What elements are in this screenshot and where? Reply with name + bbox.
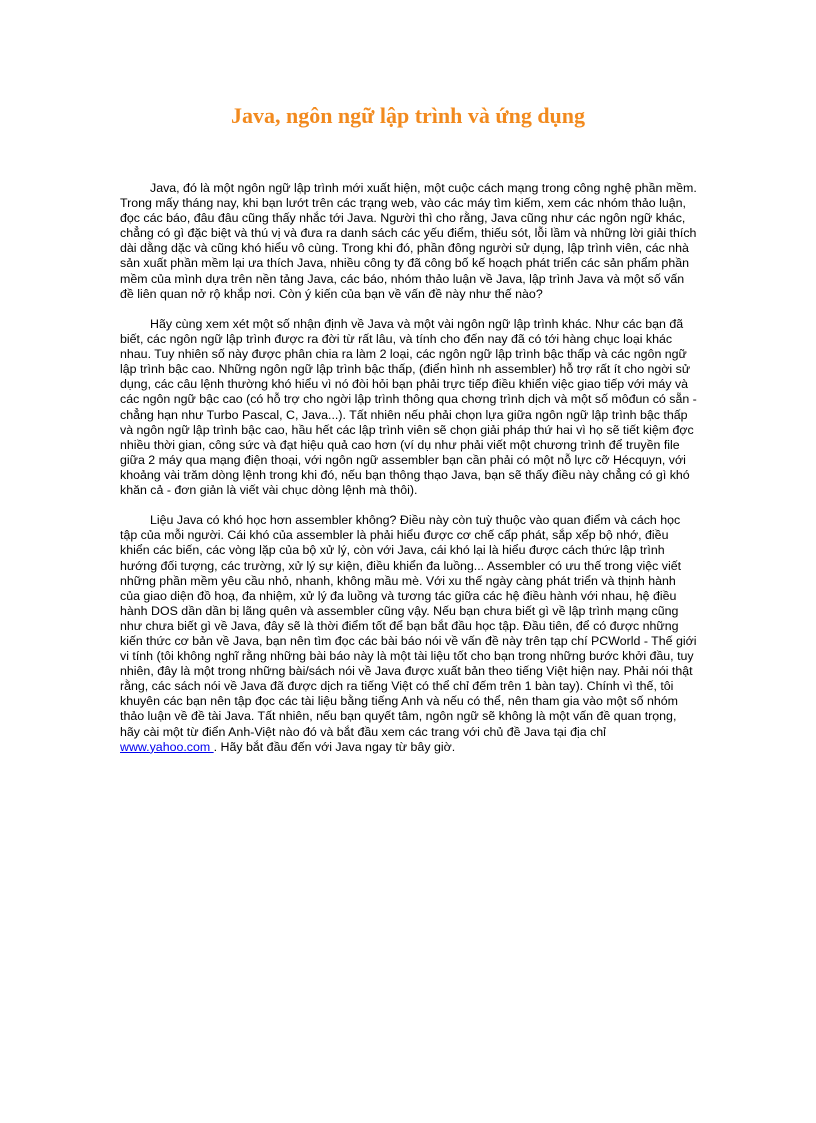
paragraph-1: Java, đó là một ngôn ngữ lập trình mới xuất hiện, một cuộc cách mạng trong công nghệ phần mềm. Trong mấy tháng nay, khi bạn lướt trên các trạng web, vào các máy tìm kiếm, xem các nhóm thảo luận, đọc các báo, đâu đâu cũng thấy nhắc tới Java. Người thì cho rằng, Java cũng như các ngôn ngữ khác, chẳng có gì đặc biệt và thú vị và đưa ra danh sách các yếu điểm, thiếu sót, lỗi lầm và những lời giải thích dài dằng dặc và cũng khó hiểu vô cùng. Trong khi đó, phần đông người sử dụng, lập trình viên, các nhà sản xuất phần mềm lại ưa thích Java, nhiều công ty đã công bố kế hoạch phát triển các sản phẩm phần mềm của mình dựa trên nền tảng Java, các báo, nhóm thảo luận về Java, lập trình Java và một số vấn đề liên quan nở rộ khắp nơi. Còn ý kiến của bạn về vấn đề này như thế nào? bbox=[120, 181, 697, 301]
yahoo-link[interactable]: www.yahoo.com bbox=[120, 739, 214, 754]
paragraph-3-text: Liệu Java có khó học hơn assembler không? Điều này còn tuỳ thuộc vào quan điểm và cách học tập của mỗi người. Cái khó của assembler là phải hiểu được cơ chế cấp phát, sắp xếp bộ nhớ, điều khiển các biến, các vòng lặp của bộ xử lý, còn với Java, cái khó lại là hiểu được cách thức lập trình hướng đối tượng, các trường, xử lý sự kiện, điều khiển đa luồng... Assembler có ưu thế trong việc viết những phần mềm yêu cầu nhỏ, nhanh, không mầu mè. Với xu thế ngày càng phát triển và thịnh hành của giao diện đồ hoạ, đa nhiệm, xử lý đa luồng và tương tác giữa các hệ điều hành với nhau, hệ điều hành DOS dần dần bị lãng quên và assembler cũng vậy. Nếu bạn chưa biết gì về lập trình mạng cũng như chưa biết gì về Java, đây sẽ là thời điểm tốt để bạn bắt đầu học tập. Đầu tiên, để có được những kiến thức cơ bản về Java, bạn nên tìm đọc các bài báo nói về vấn đề này trên tạp chí PCWorld - Thế giới vi tính (tôi không nghĩ rằng những bài báo này là một tài liệu tốt cho bạn trong những bước khởi đầu, tuy nhiên, đây là một trong những bài/sách nói về Java được xuất bản theo tiếng Việt hiện nay. Phải nói thật rằng, các sách nói về Java đã được dịch ra tiếng Việt có thể chỉ đếm trên 1 bàn tay). Chính vì thế, tôi khuyên các bạn nên tập đọc các tài liệu bằng tiếng Anh và nếu có thể, nên tham gia vào một số nhóm thảo luận về đề tài Java. Tất nhiên, nếu bạn quyết tâm, ngôn ngữ sẽ không là một vấn đề quan trọng, hãy cài một từ điển Anh-Việt nào đó và bắt đầu xem các trang với chủ đề Java tại địa chỉ bbox=[120, 513, 697, 739]
paragraph-2: Hãy cùng xem xét một số nhận định về Java và một vài ngôn ngữ lập trình khác. Như các bạn đã biết, các ngôn ngữ lập trình được ra đời từ rất lâu, và tính cho đến nay đã có tới hàng chục loại khác nhau. Tuy nhiên số này được phân chia ra làm 2 loại, các ngôn ngữ lập trình bậc thấp và các ngôn ngữ lập trình bậc cao. Những ngôn ngữ lập trình bậc thấp, (điển hình nh assembler) hỗ trợ rất ít cho ngời sử dụng, các câu lệnh thường khó hiểu vì nó đòi hỏi bạn phải trực tiếp điều khiển việc giao tiếp với máy và các ngôn ngữ bậc cao (có hỗ trợ cho ngời lập trình thông qua chơng trình dịch và một số môđun có sẵn - chẳng hạn như Turbo Pascal, C, Java...). Tất nhiên nếu phải chọn lựa giữa ngôn ngữ lập trình bậc thấp và ngôn ngữ lập trình bậc cao, hầu hết các lập trình viên sẽ chọn giải pháp thứ hai vì họ sẽ tiết kiệm đợc nhiều thời gian, công sức và đạt hiệu quả cao hơn (ví dụ như phải viết một chương trình để truyền file giữa 2 máy qua mạng điện thoại, với ngôn ngữ assembler bạn cần phải có một nỗ lực cỡ Hécquyn, với khoảng vài trăm dòng lệnh trong khi đó, nếu bạn thông thạo Java, bạn sẽ thấy điều này chẳng có gì khó khăn cả - đơn giản là viết vài chục dòng lệnh mà thôi). bbox=[120, 316, 697, 497]
document-title: Java, ngôn ngữ lập trình và ứng dụng bbox=[230, 103, 586, 128]
paragraph-3 bbox=[120, 513, 698, 755]
document-body bbox=[120, 181, 698, 770]
closing-text: . Hãy bắt đầu đến với Java ngay từ bây giờ. bbox=[213, 739, 456, 754]
